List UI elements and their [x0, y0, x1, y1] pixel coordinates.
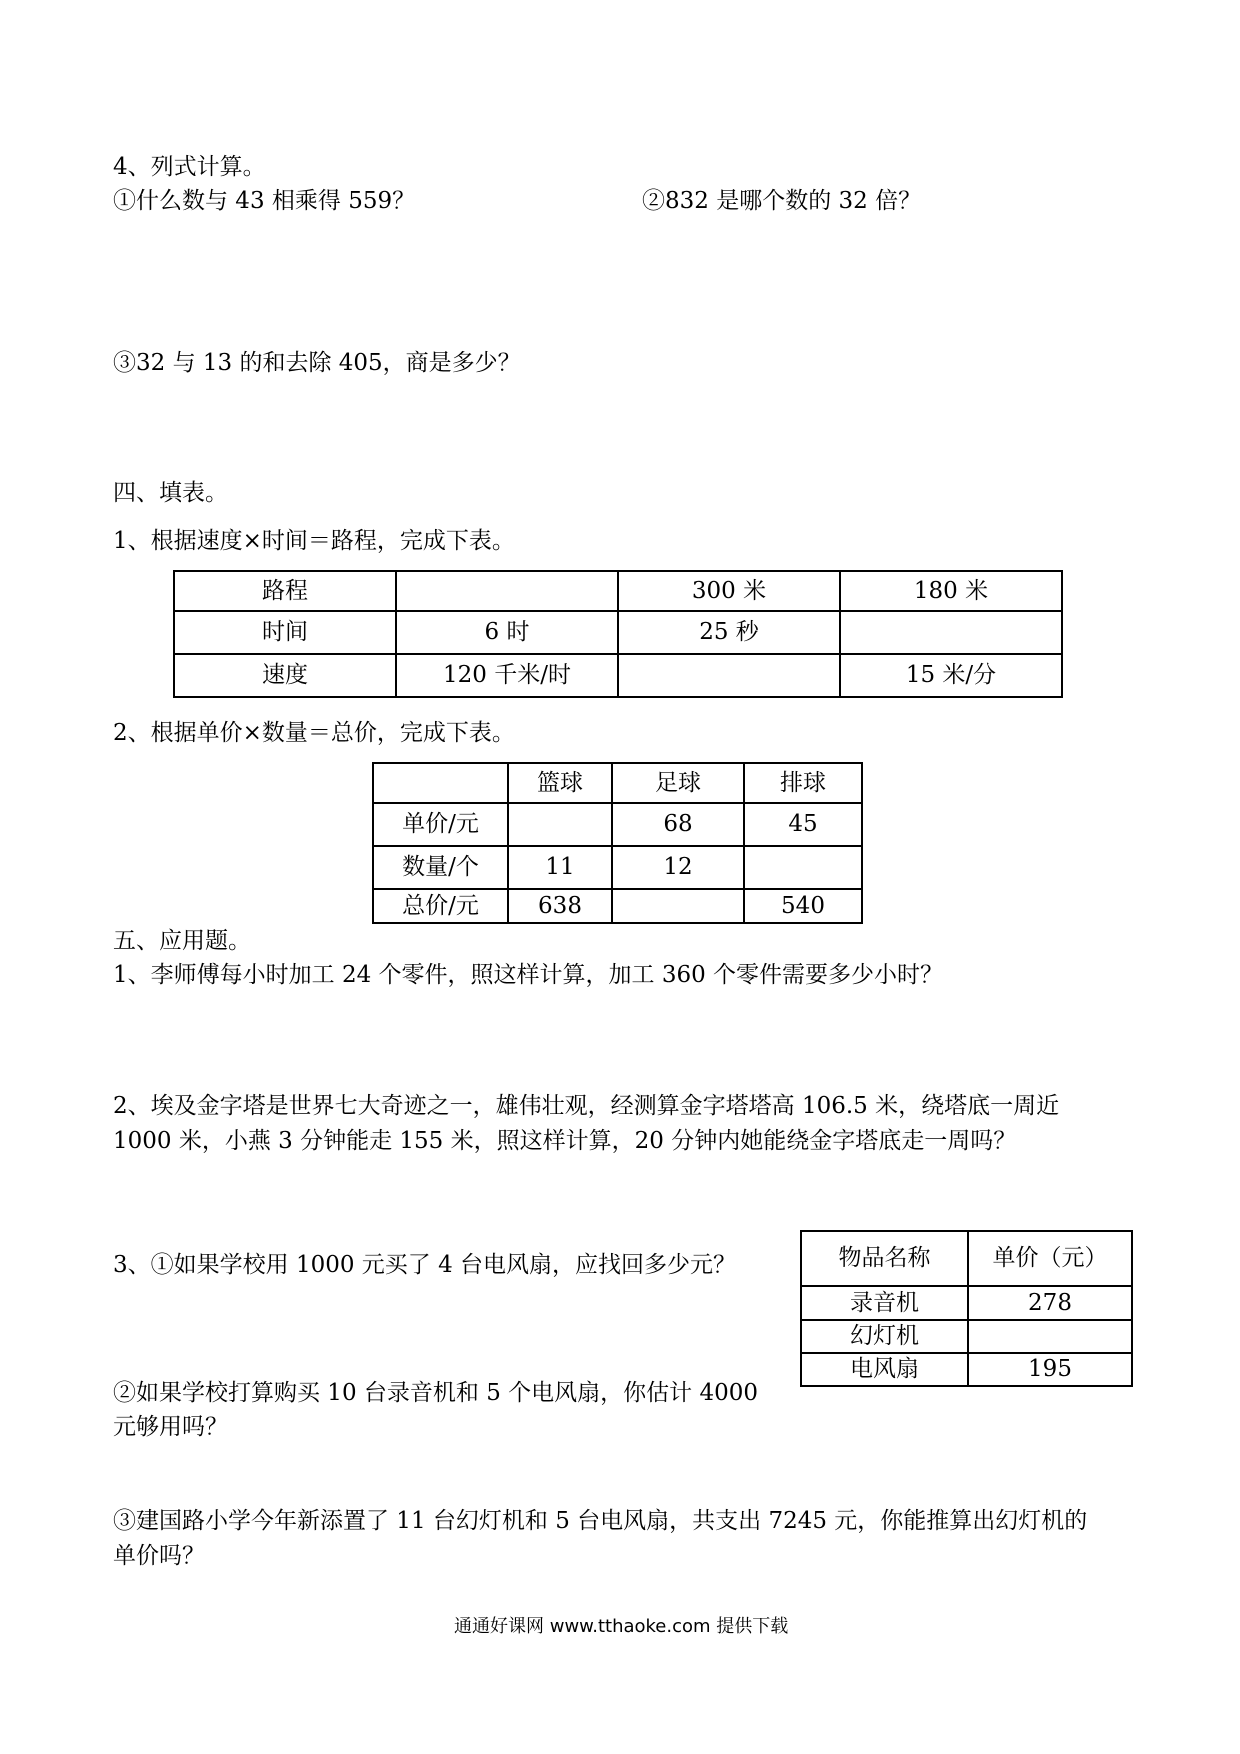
- question-4-1: ①什么数与 43 相乘得 559？: [113, 188, 416, 214]
- table-cell: 路程: [174, 571, 396, 611]
- table-cell: 68: [612, 803, 744, 846]
- part-4-heading: 四、填表。: [113, 480, 228, 506]
- table-cell: 180 米: [840, 571, 1062, 611]
- table-cell: [618, 654, 840, 697]
- table-cell: 电风扇: [801, 1353, 968, 1386]
- table-cell: [744, 846, 862, 889]
- table-cell: 300 米: [618, 571, 840, 611]
- problem-5-2-line-2: 1000 米，小燕 3 分钟能走 155 米，照这样计算，20 分钟内她能绕金字塔底走一周吗？: [113, 1128, 1017, 1154]
- table-cell: 540: [744, 889, 862, 923]
- question-4-3: ③32 与 13 的和去除 405，商是多少？: [113, 350, 521, 376]
- item-price-table: [800, 1230, 1133, 1387]
- table-cell: 6 时: [396, 611, 618, 654]
- price-quantity-total-table: [372, 762, 863, 924]
- table-2-title: 2、根据单价×数量＝总价，完成下表。: [113, 720, 515, 746]
- table-cell: 638: [508, 889, 612, 923]
- table-cell: [396, 571, 618, 611]
- table-cell: 总价/元: [373, 889, 508, 923]
- section-4-heading: 4、列式计算。: [113, 154, 266, 180]
- table-cell: 15 米/分: [840, 654, 1062, 697]
- table-cell: 12: [612, 846, 744, 889]
- table-cell: [612, 889, 744, 923]
- table-cell: 278: [968, 1286, 1132, 1320]
- table-cell: 120 千米/时: [396, 654, 618, 697]
- problem-5-3-q2-line-2: 元够用吗？: [113, 1414, 228, 1440]
- table-cell: 排球: [744, 763, 862, 803]
- table-cell: [968, 1320, 1132, 1353]
- table-cell: 物品名称: [801, 1231, 968, 1286]
- table-cell: 足球: [612, 763, 744, 803]
- problem-5-2-line-1: 2、埃及金字塔是世界七大奇迹之一，雄伟壮观，经测算金字塔塔高 106.5 米，绕塔底一周近: [113, 1093, 1060, 1119]
- table-cell: 单价/元: [373, 803, 508, 846]
- table-cell: 时间: [174, 611, 396, 654]
- footer-source: 通通好课网 www.tthaoke.com 提供下载: [454, 1616, 789, 1637]
- table-1-title: 1、根据速度×时间＝路程，完成下表。: [113, 528, 515, 554]
- table-cell: 数量/个: [373, 846, 508, 889]
- problem-5-3-q3-line-1: ③建国路小学今年新添置了 11 台幻灯机和 5 台电风扇，共支出 7245 元，你能推算出幻灯机的: [113, 1508, 1088, 1534]
- table-cell: 11: [508, 846, 612, 889]
- table-cell: 25 秒: [618, 611, 840, 654]
- table-cell: [508, 803, 612, 846]
- speed-time-distance-table: [173, 570, 1063, 698]
- table-cell: 幻灯机: [801, 1320, 968, 1353]
- table-cell: 45: [744, 803, 862, 846]
- table-cell: [840, 611, 1062, 654]
- part-5-heading: 五、应用题。: [113, 928, 251, 954]
- table-cell: 录音机: [801, 1286, 968, 1320]
- table-cell: [373, 763, 508, 803]
- problem-5-3-q1: 3、①如果学校用 1000 元买了 4 台电风扇，应找回多少元？: [113, 1252, 737, 1278]
- problem-5-3-q2-line-1: ②如果学校打算购买 10 台录音机和 5 个电风扇，你估计 4000: [113, 1380, 758, 1406]
- table-cell: 单价（元）: [968, 1231, 1132, 1286]
- problem-5-1: 1、李师傅每小时加工 24 个零件，照这样计算，加工 360 个零件需要多少小时？: [113, 962, 944, 988]
- table-cell: 速度: [174, 654, 396, 697]
- question-4-2: ②832 是哪个数的 32 倍？: [642, 188, 922, 214]
- table-cell: 篮球: [508, 763, 612, 803]
- problem-5-3-q3-line-2: 单价吗？: [113, 1543, 205, 1569]
- table-cell: 195: [968, 1353, 1132, 1386]
